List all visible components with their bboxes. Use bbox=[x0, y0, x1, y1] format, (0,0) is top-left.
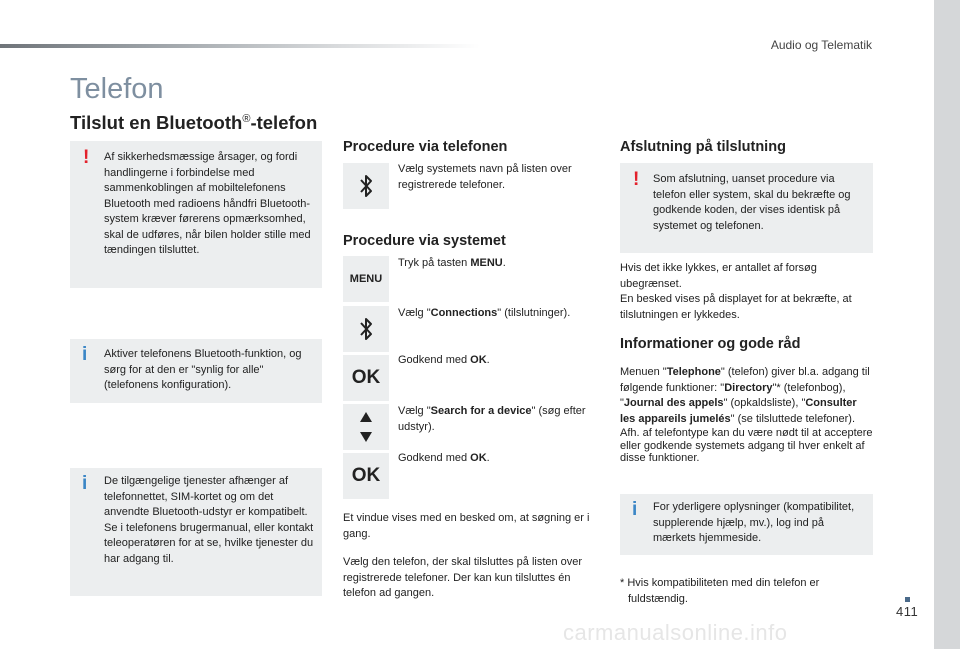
menu-key bbox=[343, 256, 389, 302]
ok-key-icon: OK bbox=[351, 465, 381, 486]
heading-info-tips: Informationer og gode råd bbox=[620, 336, 801, 352]
step-3-post: . bbox=[486, 354, 490, 366]
menu-directory: Directory bbox=[724, 381, 773, 394]
info-website-text: For yderligere oplysninger (kompatibilitet, supplerende hjælp, mv.), log ind på mærkets hjemmeside. bbox=[653, 501, 855, 544]
warning-box-code bbox=[620, 163, 873, 253]
step-5-post: . bbox=[486, 452, 490, 464]
step-1-pre: Tryk på tasten bbox=[398, 257, 471, 269]
step-phone: Vælg systemets navn på listen over registrerede telefoner. bbox=[398, 163, 572, 191]
menu-info-a: Menuen " bbox=[620, 366, 667, 378]
info-services-text bbox=[104, 474, 316, 567]
bluetooth-key-2 bbox=[343, 306, 389, 352]
step-2-option: Connections bbox=[430, 307, 498, 319]
step-1 bbox=[398, 256, 598, 272]
page-side-strip bbox=[934, 0, 960, 649]
info-icon: i bbox=[82, 344, 88, 365]
section-title bbox=[70, 112, 317, 134]
section-title-suffix: -telefon bbox=[250, 112, 318, 133]
menu-info-i: " (se tilsluttede telefoner). bbox=[730, 412, 856, 425]
warning-text: Af sikkerhedsmæssige årsager, og fordi handlingerne i forbindelse med sammenkoblingen af mobiltelefonens Bluetooth med radioens håndfri Bluetooth-system kræver førerens opmærksomhed, skal de udføres, når bilen holder stille med tændingen tilsluttet. bbox=[104, 151, 311, 256]
step-4 bbox=[398, 404, 588, 435]
heading-procedure-phone: Procedure via telefonen bbox=[343, 139, 508, 155]
select-phone-text: Vælg den telefon, der skal tilsluttes på listen over registrerede telefoner. Der kan kun tilsluttes én telefon ad gangen. bbox=[343, 556, 583, 599]
step-2-pre: Vælg " bbox=[398, 307, 431, 319]
header-gradient-bar bbox=[0, 44, 480, 48]
step-4-post: " (søg efter udstyr). bbox=[398, 405, 586, 433]
up-down-arrows-icon bbox=[358, 410, 374, 444]
bluetooth-key bbox=[343, 163, 389, 209]
info-icon: i bbox=[82, 473, 88, 494]
ok-key-2 bbox=[343, 453, 389, 499]
info-icon: i bbox=[632, 499, 638, 520]
page-marker bbox=[905, 597, 910, 602]
warning-code-text: Som afslutning, uanset procedure via telefon eller system, skal du bekræfte og godkende koden, der vises identisk på systemet og telefonen. bbox=[653, 173, 851, 232]
info-box-services bbox=[70, 468, 322, 596]
menu-paired-devices: Consulter les appareils jumelés bbox=[620, 397, 857, 425]
section-header: Audio og Telematik bbox=[770, 38, 872, 52]
watermark: carmanualsonline.info bbox=[563, 620, 788, 645]
footnote: * Hvis kompatibiliteten med din telefon er fuldstændig. bbox=[620, 577, 820, 605]
step-5 bbox=[398, 451, 598, 467]
step-5-pre: Godkend med bbox=[398, 452, 471, 464]
menu-telephone: Telephone bbox=[666, 366, 721, 378]
arrows-key bbox=[343, 404, 389, 450]
bluetooth-icon bbox=[358, 172, 374, 200]
retry-p1: Hvis det ikke lykkes, er antallet af forsøg ubegrænset. bbox=[620, 262, 817, 290]
heading-procedure-system: Procedure via systemet bbox=[343, 233, 506, 249]
registered-mark: ® bbox=[242, 112, 251, 125]
step-3-key: OK bbox=[470, 354, 487, 366]
step-5-key: OK bbox=[470, 452, 487, 464]
info-box bbox=[70, 339, 322, 403]
menu-key-icon: MENU bbox=[349, 273, 383, 285]
info-services-p2: Se i telefonens brugermanual, eller kontakt teleoperatøren for at se, hvilke tjenester du har adgang til. bbox=[104, 521, 314, 565]
menu-info-c: " (telefon) giver bl.a. adgang til følgende funktioner: " bbox=[620, 366, 870, 394]
step-1-key: MENU bbox=[470, 257, 503, 269]
info-services-p1: De tilgængelige tjenester afhænger af telefonnettet, SIM-kortet og om det anvendte Bluetooth-udstyr er kompatibelt. bbox=[104, 475, 308, 518]
section-title-main: Tilslut en Bluetooth bbox=[70, 112, 243, 133]
menu-call-log: Journal des appels bbox=[623, 397, 724, 409]
menu-info-p2: Afh. af telefontype kan du være nødt til at acceptere eller godkende systemets adgang til hver enkelt af disse funktioner. bbox=[620, 427, 873, 464]
step-3-pre: Godkend med bbox=[398, 354, 471, 366]
info-text: Aktiver telefonens Bluetooth-funktion, og sørg for at den er "synlig for alle" (telefonens konfiguration). bbox=[104, 348, 302, 391]
menu-info-e: "* (telefonbog), " bbox=[620, 381, 846, 409]
step-2 bbox=[398, 306, 598, 322]
warning-box bbox=[70, 141, 322, 288]
heading-completion: Afslutning på tilslutning bbox=[620, 139, 786, 155]
search-message-text: Et vindue vises med en besked om, at søgning er i gang. bbox=[343, 512, 590, 540]
step-4-pre: Vælg " bbox=[398, 405, 431, 417]
menu-info-text bbox=[620, 365, 875, 465]
bluetooth-icon bbox=[358, 315, 374, 343]
retry-text bbox=[620, 261, 875, 323]
info-box-website bbox=[620, 494, 873, 555]
step-4-option: Search for a device bbox=[430, 405, 532, 417]
ok-key bbox=[343, 355, 389, 401]
step-2-post: " (tilslutninger). bbox=[497, 307, 571, 319]
step-1-post: . bbox=[502, 257, 506, 269]
warning-icon: ! bbox=[83, 147, 90, 168]
page-number: 411 bbox=[896, 604, 919, 619]
retry-p2: En besked vises på displayet for at bekræfte, at tilslutningen er lykkedes. bbox=[620, 293, 852, 321]
ok-key-icon: OK bbox=[351, 367, 381, 388]
warning-icon: ! bbox=[633, 169, 640, 190]
menu-info-g: " (opkaldsliste), " bbox=[723, 397, 806, 409]
page-title: Telefon bbox=[70, 73, 164, 105]
step-3 bbox=[398, 353, 598, 369]
